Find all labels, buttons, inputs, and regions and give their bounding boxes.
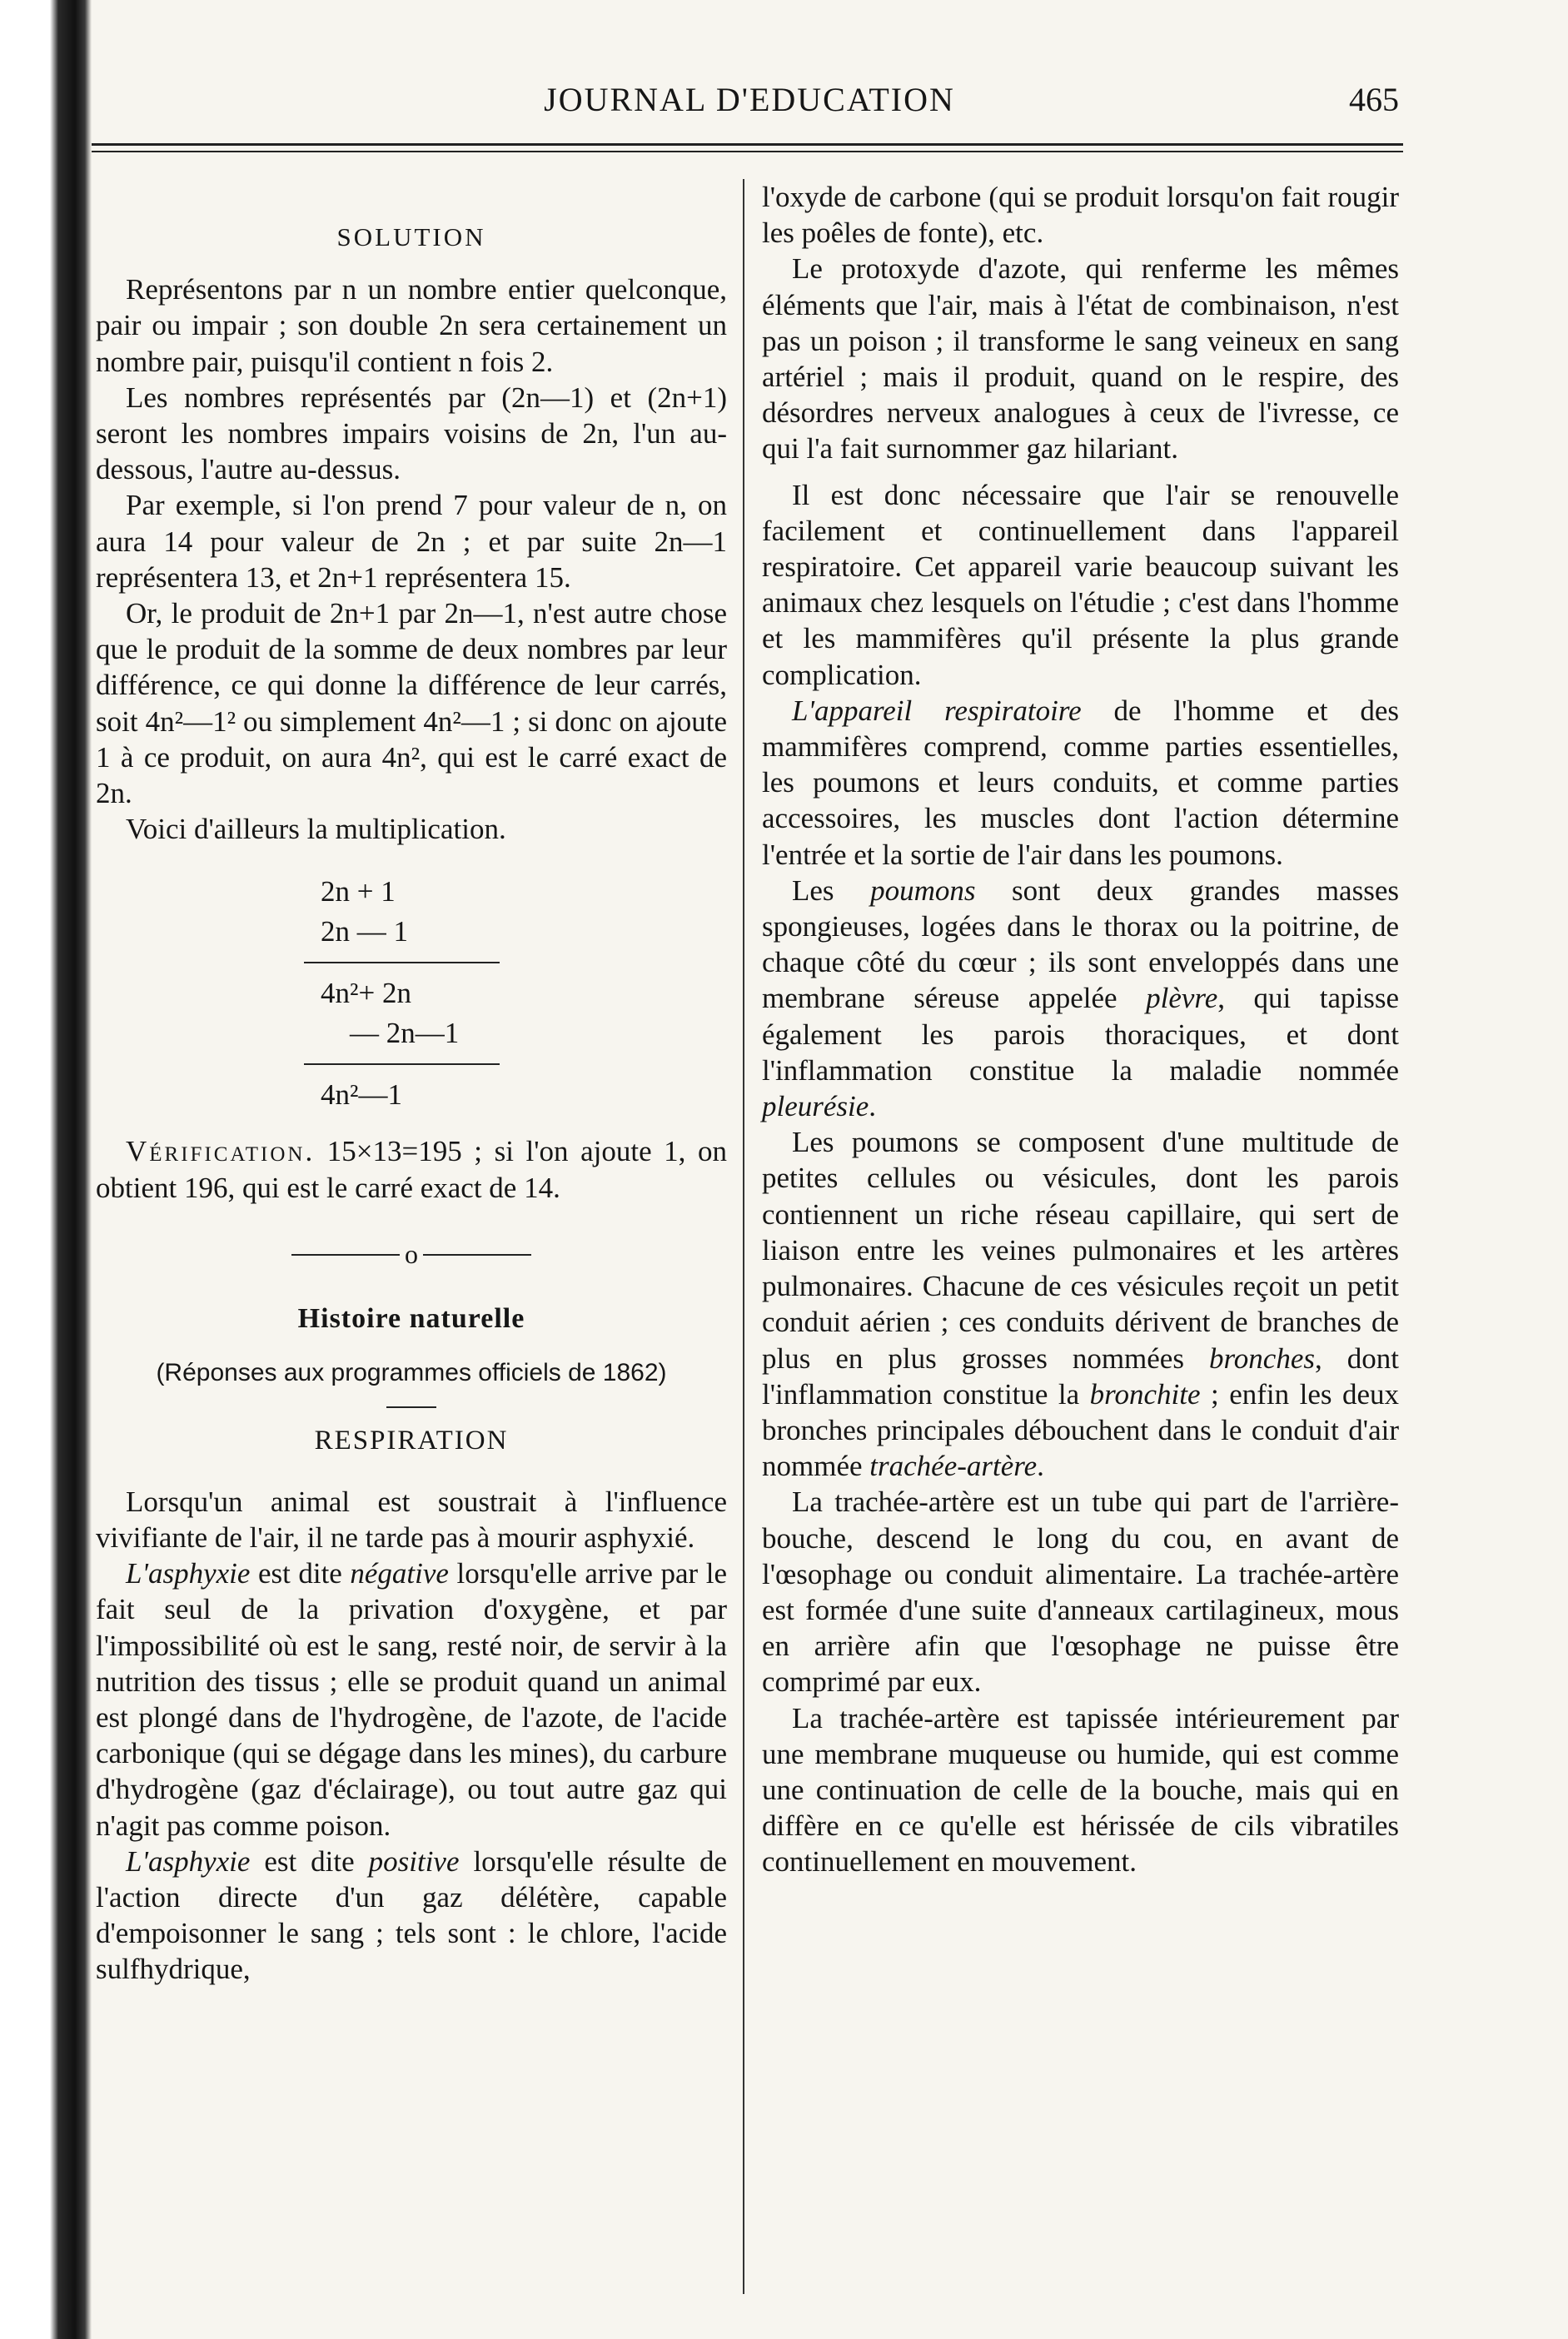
italic-term: L'asphyxie <box>126 1844 251 1878</box>
text-run: lorsqu'elle résulte de l'action directe d'un gaz délétère, capable d'empoisonner le sang ; tels sont : le chlore, l'acide sulfhydrique, <box>96 1844 727 1986</box>
formula-line: 4n²—1 <box>321 1078 402 1112</box>
paragraph: Il est donc nécessaire que l'air se renouvelle facilement et continuellement dans l'appareil respiratoire. Cet appareil varie beaucoup suivant les animaux chez lesquels on l'étudie ; c'est dans l'homme et les mammifères qu'il présente la plus grande complication. <box>762 478 1399 691</box>
paragraph: Le protoxyde d'azote, qui renferme les mêmes éléments que l'air, mais à l'état de combinaison, n'est pas un poison ; il transforme le sang veineux en sang artériel ; mais il produit, quand on le respire, des désordres nerveux analogues à ceux de l'ivresse, ce qui l'a fait surnommer gaz hilariant. <box>762 252 1399 465</box>
text-run: . <box>1037 1450 1044 1483</box>
formula-line: — 2n—1 <box>321 1017 460 1050</box>
multiplication-formula <box>321 872 727 1115</box>
italic-term: trachée-artère <box>869 1450 1038 1483</box>
italic-term: poumons <box>870 873 976 907</box>
solution-heading: SOLUTION <box>336 222 486 251</box>
paragraph: La trachée-artère est tapissée intérieurement par une membrane muqueuse ou humide, qui est comme une continuation de celle de la bouche, mais qui en diffère en ce qu'elle est hérissée de cils vibratiles continuellement en mouvement. <box>762 1701 1399 1879</box>
italic-term: bronches <box>1208 1341 1315 1375</box>
italic-term: L'asphyxie <box>126 1557 251 1590</box>
book-spine-shadow <box>0 0 92 2339</box>
separator-dash <box>291 1254 400 1256</box>
text-run: , qui tapisse également les parois thoraciques, et dont l'inflammation constitue la maladie nommée <box>762 982 1399 1087</box>
italic-term: bronchite <box>1089 1377 1201 1411</box>
text-run: est dite <box>250 1844 369 1878</box>
section-title: Histoire naturelle <box>297 1303 525 1335</box>
italic-term: négative <box>350 1557 449 1590</box>
verification-label: Vérification. <box>126 1135 316 1168</box>
page-header <box>100 73 1399 123</box>
italic-term: positive <box>368 1844 460 1878</box>
formula-rule <box>304 1063 500 1065</box>
spacer <box>762 467 1399 477</box>
paragraph <box>762 1124 1399 1484</box>
formula-line: 2n + 1 <box>321 875 396 908</box>
text-run: de l'homme et des mammifères comprend, comme parties essentielles, les poumons et leurs conduits, et comme parties accessoires, les muscles dont l'action détermine l'entrée et la sortie de l'air dans les poumons. <box>762 694 1399 871</box>
text-run: est dite <box>250 1557 351 1590</box>
left-column <box>96 179 727 1988</box>
respiration-heading: RESPIRATION <box>314 1425 509 1456</box>
paragraph <box>96 1844 727 1988</box>
paragraph <box>96 1555 727 1844</box>
page-number: 465 <box>1349 81 1399 118</box>
italic-term: plèvre <box>1146 982 1218 1015</box>
text-run: ; enfin les deux bronches principales débouchent dans le conduit d'air nommée <box>762 1377 1399 1483</box>
text-run: Les poumons se composent d'une multitude de petites cellules ou vésicules, dont les parois contiennent un riche réseau capillaire, qui sert de liaison entre les veines pulmonaires et les artères pulmonaires. Chacune de ces vésicules reçoit un petit conduit aérien ; ces conduits dérivent de branches de plus en plus grosses nommées <box>762 1126 1399 1375</box>
verification-paragraph <box>96 1133 727 1205</box>
short-rule <box>386 1406 436 1408</box>
text-run: lorsqu'elle arrive par le fait seul de la privation d'oxygène, et par l'impossibilité où est le sang, resté noir, de servir à la nutrition des tissus ; elle se produit quand un animal est plongé dans de l'hydrogène, de l'azote, de l'acide carbonique (qui se dégage dans les mines), du carbure d'hydrogène (gaz d'éclairage), ou tout autre gaz qui n'agit pas comme poison. <box>96 1557 727 1842</box>
paragraph: Voici d'ailleurs la multiplication. <box>126 813 506 846</box>
separator-mark: o <box>405 1238 418 1269</box>
paragraph: l'oxyde de carbone (qui se produit lorsqu'on fait rougir les poêles de fonte), etc. <box>762 181 1399 250</box>
journal-title: JOURNAL D'EDUCATION <box>544 81 955 118</box>
paragraph: Par exemple, si l'on prend 7 pour valeur de n, on aura 14 pour valeur de 2n ; et par suite 2n—1 représentera 13, et 2n+1 représentera 15. <box>96 489 727 594</box>
header-rule <box>92 143 1403 152</box>
formula-rule <box>304 962 500 963</box>
paragraph: Or, le produit de 2n+1 par 2n—1, n'est autre chose que le produit de la somme de deux nombres par leur différence, ce qui donne la différence de leur carrés, soit 4n²—1² ou simplement 4n²—1 ; si donc on ajoute 1 à ce produit, on aura 4n², qui est le carré exact de 2n. <box>96 597 727 810</box>
separator-dash <box>423 1254 531 1256</box>
text-run: sont deux grandes masses spongieuses, logées dans le thorax ou la poitrine, de chaque côté du cœur ; ils sont enveloppés dans une membrane séreuse appelée <box>762 873 1399 1015</box>
right-column <box>762 179 1399 1880</box>
text-run: , dont l'inflammation constitue la <box>762 1341 1399 1411</box>
paragraph: Représentons par n un nombre entier quelconque, pair ou impair ; son double 2n sera certainement un nombre pair, puisqu'il contient n fois 2. <box>96 273 727 378</box>
italic-term: pleurésie <box>762 1090 869 1123</box>
paragraph: Les nombres représentés par (2n—1) et (2n+1) seront les nombres impairs voisins de 2n, l'un au-dessous, l'autre au-dessus. <box>96 381 727 486</box>
paragraph <box>762 693 1399 873</box>
verification-text: 15×13=195 ; si l'on ajoute 1, on obtient 196, qui est le carré exact de 14. <box>96 1135 727 1204</box>
column-divider <box>743 179 744 2294</box>
section-separator <box>96 1234 727 1272</box>
paragraph: Lorsqu'un animal est soustrait à l'influence vivifiante de l'air, il ne tarde pas à mourir asphyxié. <box>96 1485 727 1554</box>
section-subtitle: (Réponses aux programmes officiels de 1862) <box>156 1359 667 1387</box>
paragraph: La trachée-artère est un tube qui part de l'arrière-bouche, descend le long du cou, en avant de l'œsophage ou conduit alimentaire. La trachée-artère est formée d'une suite d'anneaux cartilagineux, mous en arrière afin que l'œsophage ne puisse être comprimé par eux. <box>762 1486 1399 1699</box>
text-run: . <box>869 1090 877 1123</box>
text-run: Les <box>792 873 871 907</box>
formula-line: 2n — 1 <box>321 915 408 948</box>
formula-line: 4n²+ 2n <box>321 977 411 1010</box>
paragraph <box>762 873 1399 1124</box>
italic-term: L'appareil respiratoire <box>792 694 1082 727</box>
